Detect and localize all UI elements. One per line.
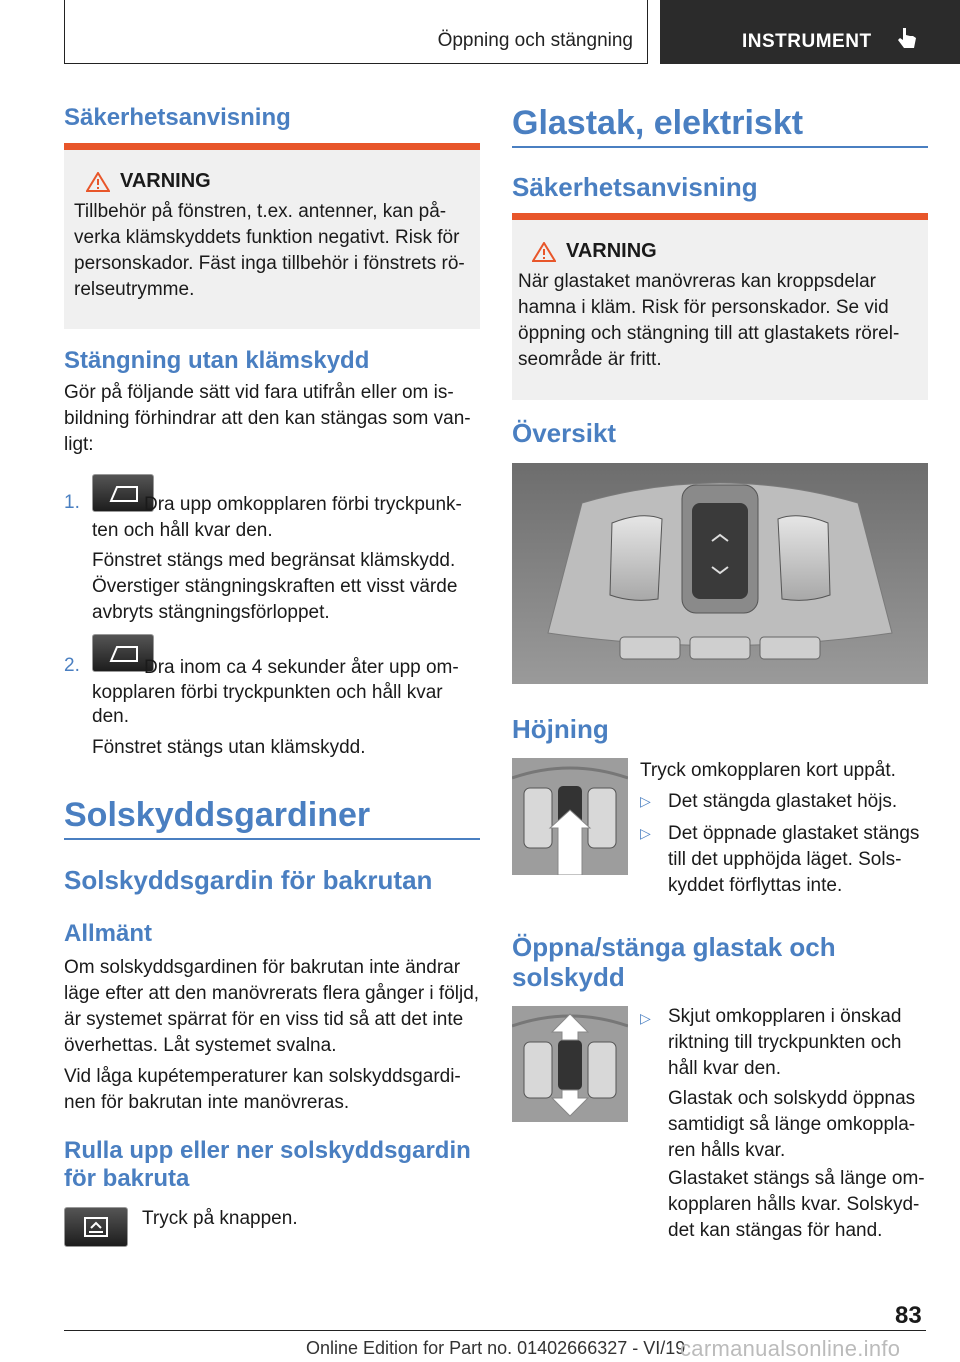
warning-label: VARNING — [566, 240, 657, 262]
overhead-console-photo — [512, 463, 928, 684]
open-close-heading: Öppna/stänga glastak och solskydd — [512, 932, 836, 992]
warning-text: När glastaket manövreras kan kroppsdelar hamna i kläm. Risk för personskador. Se vid öppning och stängning till att glastakets rörel- seområde är fritt. — [518, 271, 900, 370]
general-text: Om solskyddsgardinen för bakrutan inte ändrar läge efter att den manövrerats flera gånger i följd, är systemet spärrat för en viss tid så att det inte överhettas. Låt systemet svalna. — [64, 957, 480, 1056]
section-title: Öppning och stängning — [437, 30, 633, 51]
low-temp-text: Vid låga kupétemperaturer kan solskyddsgardi- nen för bakrutan inte manövreras. — [64, 1066, 461, 1113]
roll-text: Tryck på knappen. — [142, 1208, 298, 1229]
safety-heading-right: Säkerhetsanvisning — [512, 172, 758, 202]
footer-rule — [64, 1330, 926, 1331]
raise-switch-illustration — [512, 758, 628, 875]
closing-heading: Stängning utan klämskydd — [64, 347, 370, 374]
running-header-chapter — [660, 0, 960, 64]
bullet-triangle-icon: ▷ — [640, 793, 651, 809]
heading-rule — [512, 146, 928, 148]
edition-text: Online Edition for Part no. 01402666327 - VI/19 — [306, 1338, 686, 1358]
warning-bar — [512, 213, 928, 220]
raise-item: Det öppnade glastaket stängs till det upphöjda läget. Sols- kyddet förflyttas inte. — [668, 823, 920, 896]
bullet-triangle-icon: ▷ — [640, 1010, 651, 1026]
step-note: Fönstret stängs utan klämskydd. — [92, 737, 366, 758]
closing-intro: Gör på följande sätt vid fara utifrån eller om is- bildning förhindrar att den kan stängas som van- ligt: — [64, 382, 471, 455]
heading-rule — [64, 838, 480, 840]
warning-triangle-icon — [532, 242, 556, 262]
watermark: carmanualsonline.info — [680, 1336, 901, 1361]
open-note: Glastaket stängs så länge om- kopplaren hålls kvar. Solskyd- det kan stängas för hand. — [668, 1168, 925, 1241]
step-number: 2. — [64, 655, 80, 676]
general-heading: Allmänt — [64, 920, 153, 947]
roof-heading: Glastak, elektriskt — [512, 104, 804, 142]
safety-heading-left: Säkerhetsanvisning — [64, 104, 291, 131]
chapter-title: INSTRUMENT — [742, 31, 872, 52]
warning-text: Tillbehör på fönstren, t.ex. antenner, kan på- verka klämskyddets funktion negativt. Risk för personskador. Fäst inga tillbehör i fönstrets rö- relseutrymme. — [74, 201, 465, 300]
open-note: Glastak och solskydd öppnas samtidigt så länge omkoppla- ren hålls kvar. — [668, 1088, 916, 1161]
running-header-section — [64, 0, 648, 64]
slide-switch-illustration — [512, 1006, 628, 1122]
raise-heading: Höjning — [512, 714, 609, 744]
step-number: 1. — [64, 492, 80, 513]
bullet-triangle-icon: ▷ — [640, 825, 651, 841]
step-note: Fönstret stängs med begränsat klämskydd. Överstiger stängningskraften ett visst värde avbryts stängningsförloppet. — [92, 550, 458, 623]
warning-box-windows — [64, 143, 480, 329]
sunshade-heading: Solskyddsgardiner — [64, 796, 371, 834]
sunshade-button-icon — [64, 1207, 128, 1247]
warning-bar — [64, 143, 480, 150]
raise-text: Tryck omkopplaren kort uppåt. — [640, 760, 896, 781]
warning-triangle-icon — [86, 172, 110, 192]
pointing-hand-icon — [896, 26, 918, 52]
warning-box-roof — [512, 213, 928, 400]
open-item: Skjut omkopplaren i önskad riktning till tryckpunkten och håll kvar den. — [668, 1006, 902, 1079]
overview-heading: Översikt — [512, 418, 617, 448]
page-number: 83 — [895, 1302, 922, 1329]
roll-heading: Rulla upp eller ner solskyddsgardin för bakruta — [64, 1137, 471, 1192]
warning-label: VARNING — [120, 170, 211, 192]
rear-sunshade-heading: Solskyddsgardin för bakrutan — [64, 865, 433, 895]
